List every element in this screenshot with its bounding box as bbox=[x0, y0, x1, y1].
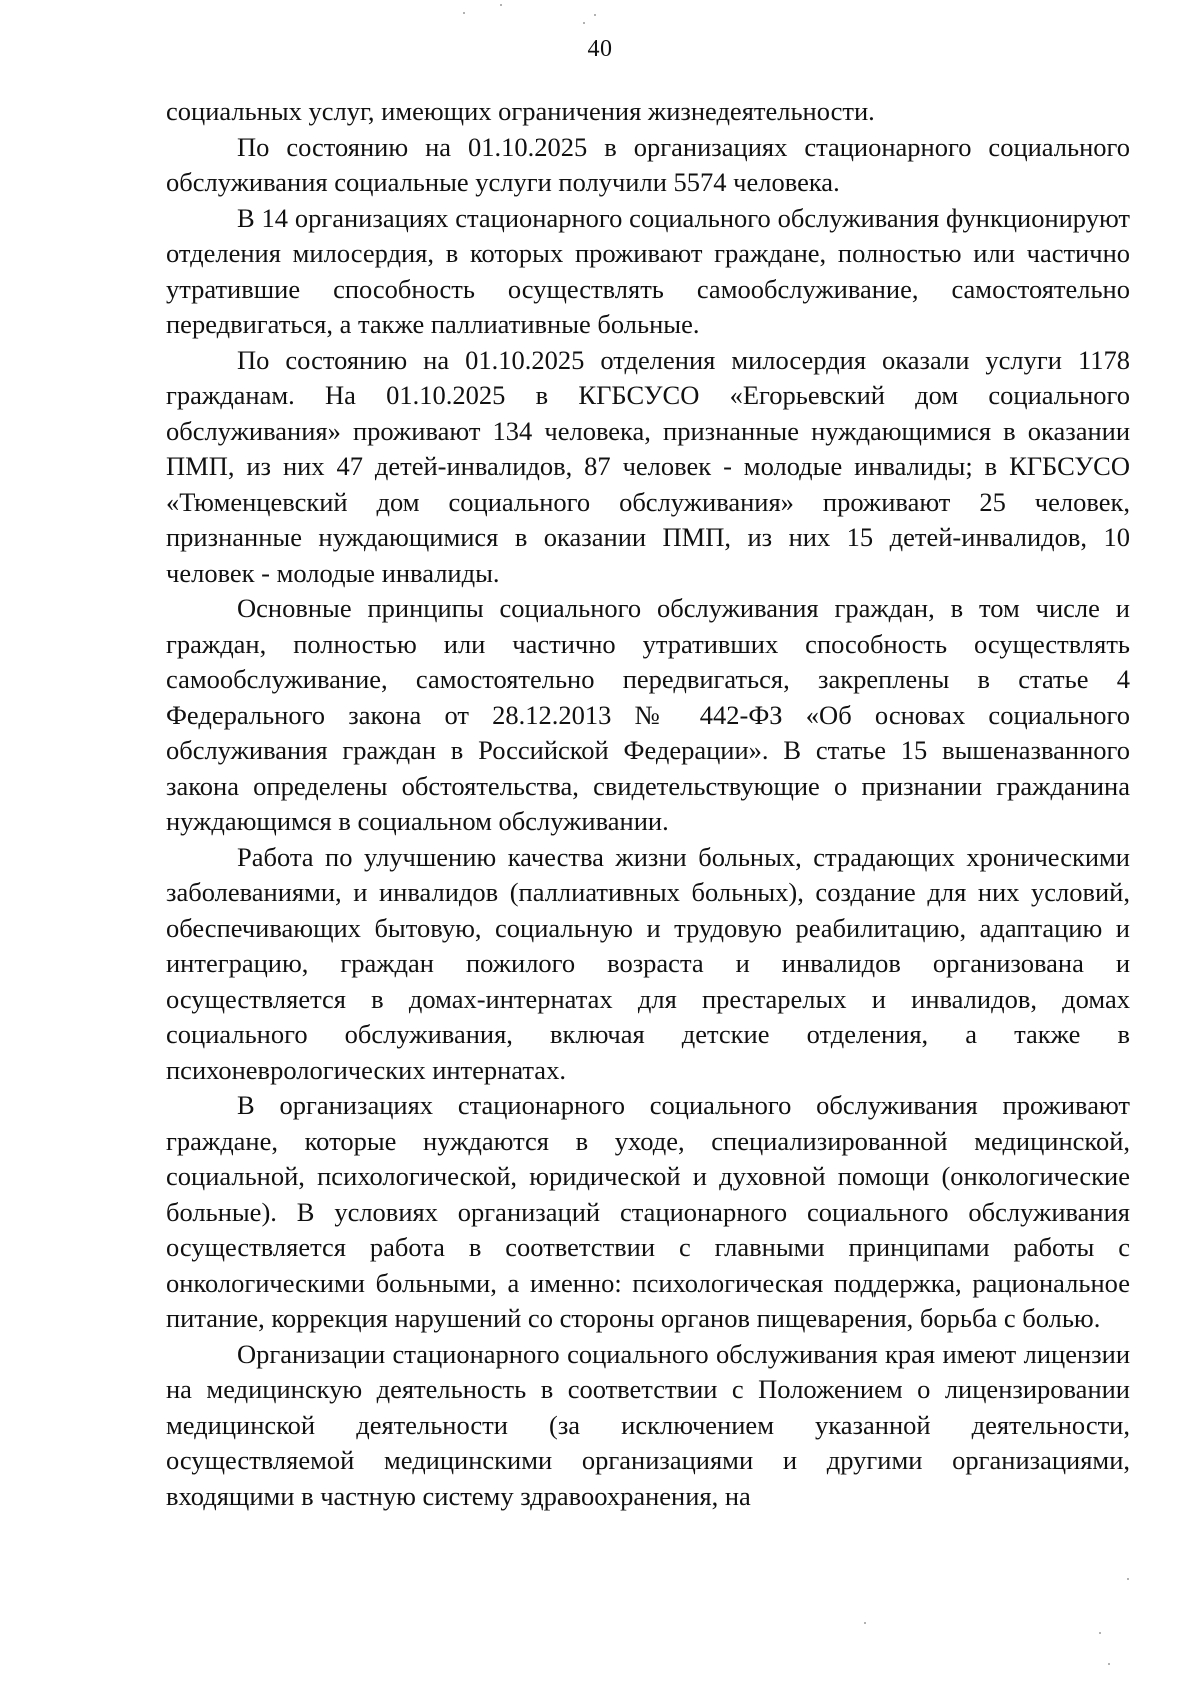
scan-speck bbox=[500, 4, 502, 6]
page-number: 40 bbox=[587, 36, 613, 62]
paragraph: В 14 организациях стационарного социального обслуживания функционируют отделения милосердия, в которых проживают граждане, полностью или частично утратившие способность осуществлять самообслуживание, самостоятельно передвигаться, а также паллиативные больные. bbox=[166, 202, 1130, 339]
document-body bbox=[166, 94, 1130, 1514]
paragraph: Работа по улучшению качества жизни больных, страдающих хроническими заболеваниями, и инвалидов (паллиативных больных), создание для них условий, обеспечивающих бытовую, социальную и трудовую реабилитацию, адаптацию и интеграцию, граждан пожилого возраста и инвалидов организована и осуществляется в домах-интернатах для престарелых и инвалидов, домах социального обслуживания, включая детские отделения, а также в психоневрологических интернатах. bbox=[166, 841, 1130, 1085]
paragraph: По состоянию на 01.10.2025 отделения милосердия оказали услуги 1178 гражданам. На 01.10.2025 в КГБСУСО «Егорьевский дом социального обслуживания» проживают 134 человека, признанные нуждающимися в оказании ПМП, из них 47 детей-инвалидов, 87 человек - молодые инвалиды; в КГБСУСО «Тюменцевский дом социального обслуживания» проживают 25 человек, признанные нуждающимися в оказании ПМП, из них 15 детей-инвалидов, 10 человек - молодые инвалиды. bbox=[166, 344, 1130, 588]
scan-speck bbox=[864, 1622, 866, 1624]
paragraph: Основные принципы социального обслуживания граждан, в том числе и граждан, полностью или частично утративших способность осуществлять самообслуживание, самостоятельно передвигаться, закреплены в статье 4 Федерального закона от 28.12.2013 № 442-ФЗ «Об основах социального обслуживания граждан в Российской Федерации». В статье 15 вышеназванного закона определены обстоятельства, свидетельствующие о признании гражданина нуждающимся в социальном обслуживании. bbox=[166, 593, 1130, 836]
scan-speck bbox=[1127, 1578, 1129, 1580]
paragraph: По состоянию на 01.10.2025 в организациях стационарного социального обслуживания социальные услуги получили 5574 человека. bbox=[166, 131, 1130, 197]
scan-speck bbox=[583, 22, 585, 24]
scan-speck bbox=[594, 14, 596, 16]
paragraph: В организациях стационарного социального обслуживания проживают граждане, которые нуждаются в уходе, специализированной медицинской, социальной, психологической, юридической и духовной помощи (онкологические больные). В условиях организаций стационарного социального обслуживания осуществляется работа в соответствии с главными принципами работы с онкологическими больными, а именно: психологическая поддержка, рациональное питание, коррекция нарушений со стороны органов пищеварения, борьба с болью. bbox=[166, 1090, 1130, 1333]
paragraph-continuation: социальных услуг, имеющих ограничения жизнедеятельности. bbox=[166, 96, 875, 126]
paragraph: Организации стационарного социального обслуживания края имеют лицензии на медицинскую деятельность в соответствии с Положением о лицензировании медицинской деятельности (за исключением указанной деятельности, осуществляемой медицинскими организациями и другими организациями, входящими в частную систему здравоохранения, на bbox=[166, 1338, 1130, 1511]
scan-speck bbox=[463, 12, 465, 14]
scan-speck bbox=[1108, 1663, 1110, 1665]
scan-speck bbox=[1099, 1632, 1101, 1634]
